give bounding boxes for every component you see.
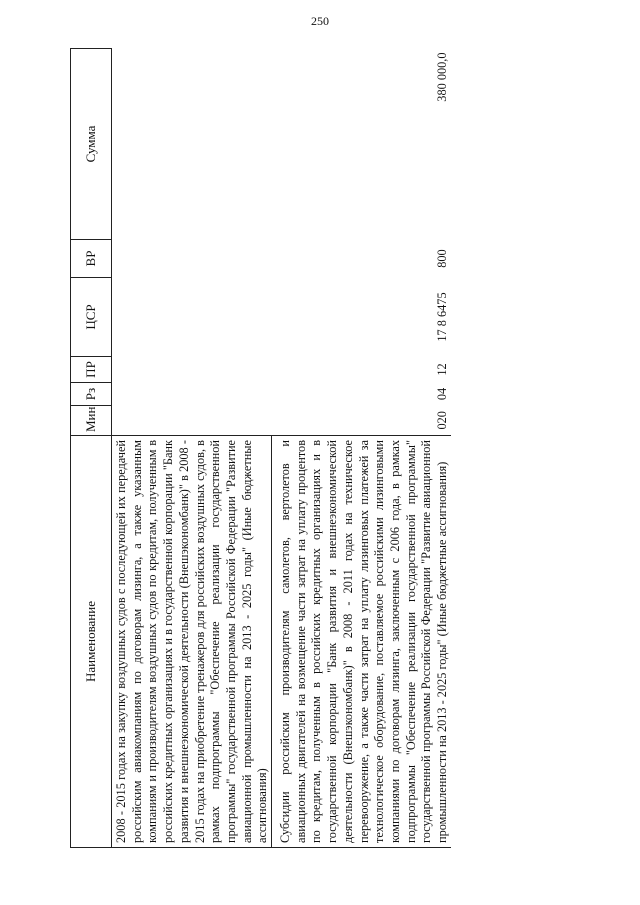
- page-number: 250: [311, 14, 329, 28]
- row-csr: [112, 278, 272, 357]
- table-row: [272, 49, 451, 848]
- row-pr: 12: [435, 363, 450, 376]
- row-sum: 380 000,0: [435, 52, 450, 102]
- row-min: [112, 406, 272, 436]
- row-csr: 17 8 6475: [435, 292, 450, 342]
- header-pr: ПР: [71, 357, 112, 383]
- row-pr: [112, 357, 272, 383]
- header-vr: ВР: [71, 240, 112, 278]
- budget-table: [70, 48, 451, 848]
- table-header: [71, 49, 112, 848]
- header-name: Наименование: [71, 436, 112, 848]
- header-rz: Рз: [71, 383, 112, 406]
- table-row: [112, 49, 272, 848]
- row-rz: 04: [435, 387, 450, 401]
- row-vr: 800: [435, 249, 450, 268]
- row-min: 020: [435, 411, 450, 430]
- header-csr: ЦСР: [71, 278, 112, 357]
- rotated-table-page: [70, 48, 590, 848]
- row-vr: [112, 240, 272, 278]
- header-min: Мин: [71, 406, 112, 436]
- row-rz: [112, 383, 272, 406]
- row-name: Субсидии российским производителям самолетов, вертолетов и авиационных двигателей на возмещение части затрат на уплату процентов по кредитам, полученным в российских кредитных организациях и в государственной корпорации "Банк развития и внешнеэкономической деятельности (Внешэкономбанк)" в 2008 - 2011 годах на техническое перевооружение, а также части затрат на уплату лизинговых платежей за технологическое оборудование, поставляемое российскими лизинговыми компаниями по договорам лизинга, заключенным с 2006 года, в рамках подпрограммы "Обеспечение реализации государственной программы" государственной программы Российской Федерации "Развитие авиационной промышленности на 2013 - 2025 годы" (Иные бюджетные ассигнования): [272, 436, 451, 848]
- row-name: 2008 - 2015 годах на закупку воздушных судов с последующей их передачей российским авиакомпаниям по договорам лизинга, а также указанным компаниям и производителям воздушных судов по кредитам, полученным в российских кредитных организациях и в государственной корпорации "Банк развития и внешнеэкономической деятельности (Внешэкономбанк)" в 2008 - 2015 годах на приобретение тренажеров для российских воздушных судов, в рамках подпрограммы "Обеспечение реализации государственной программы" государственной программы Российской Федерации "Развитие авиационной промышленности на 2013 - 2025 годы" (Иные бюджетные ассигнования): [112, 436, 272, 848]
- row-sum: [112, 49, 272, 240]
- header-sum: Сумма: [71, 49, 112, 240]
